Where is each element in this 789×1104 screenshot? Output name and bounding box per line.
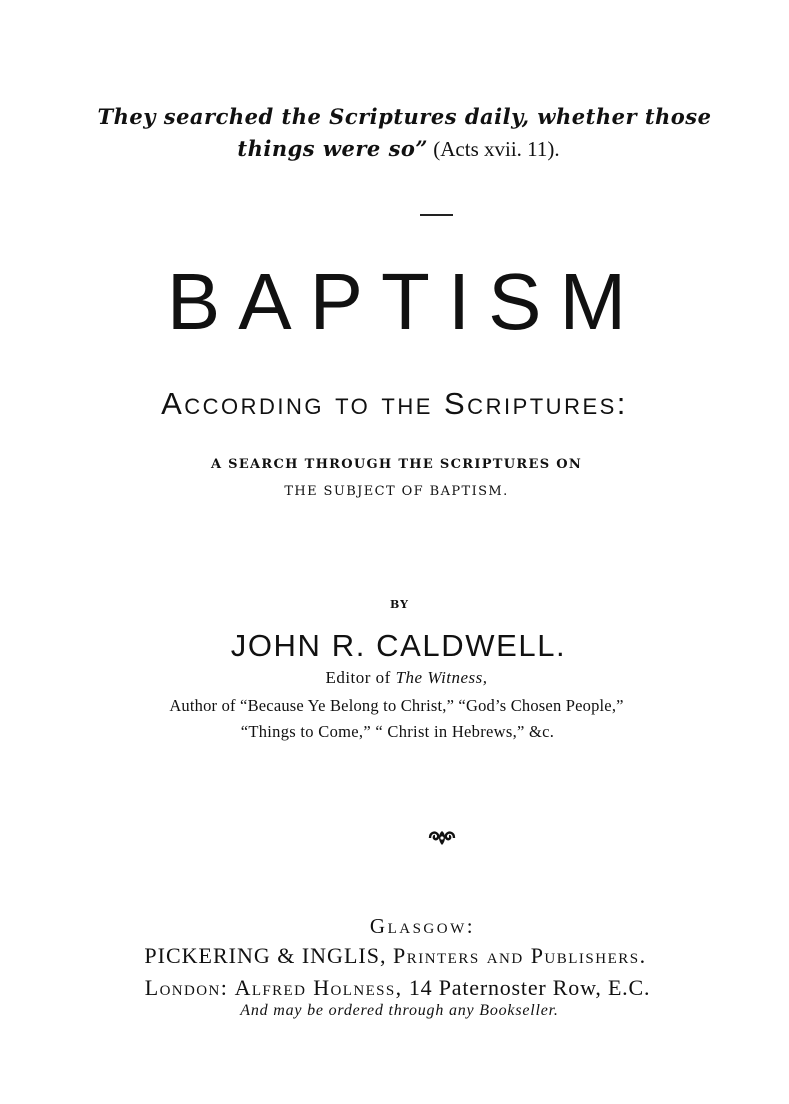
- ordered-note: And may be ordered through any Bookseller.: [240, 1002, 559, 1019]
- by-label: BY: [390, 598, 409, 611]
- description-line-1: A SEARCH THROUGH THE SCRIPTURES ON: [210, 457, 583, 472]
- epigraph-line-2: [0, 136, 789, 162]
- other-works-line-1: Author of “Because Ye Belong to Christ,” “God’s Chosen People,”: [169, 696, 624, 715]
- imprint-london: [0, 975, 789, 1001]
- epigraph-line-1: [0, 104, 789, 129]
- publisher-name: PICKERING & INGLIS,: [144, 943, 387, 968]
- editor-publication: The Witness,: [395, 668, 488, 687]
- editor-prefix: Editor of: [325, 668, 391, 687]
- london-prefix: London:: [144, 975, 229, 1000]
- editor-credit: [0, 668, 789, 688]
- london-address: 14 Paternoster Row, E.C.: [408, 975, 651, 1000]
- description-line-2: THE SUBJECT OF BAPTISM.: [284, 484, 509, 499]
- epigraph-text-2: things were so”: [237, 136, 428, 161]
- imprint-place: Glasgow:: [369, 914, 476, 938]
- other-works-line-2: “Things to Come,” “ Christ in Hebrews,” &c.: [240, 722, 555, 741]
- separator-rule: [420, 214, 453, 216]
- book-subtitle: According to the Scriptures:: [161, 386, 628, 421]
- book-title: BAPTISM: [166, 257, 645, 346]
- author-name: JOHN R. CALDWELL.: [230, 628, 567, 663]
- fleuron-ornament-icon: [427, 828, 457, 848]
- publisher-role: Printers and Publishers.: [392, 943, 647, 968]
- epigraph-text-1: They searched the Scriptures daily, whether those: [97, 104, 712, 129]
- epigraph-reference: (Acts xvii. 11).: [433, 137, 560, 161]
- london-agent: Alfred Holness,: [234, 975, 403, 1000]
- imprint-publisher: [0, 943, 789, 969]
